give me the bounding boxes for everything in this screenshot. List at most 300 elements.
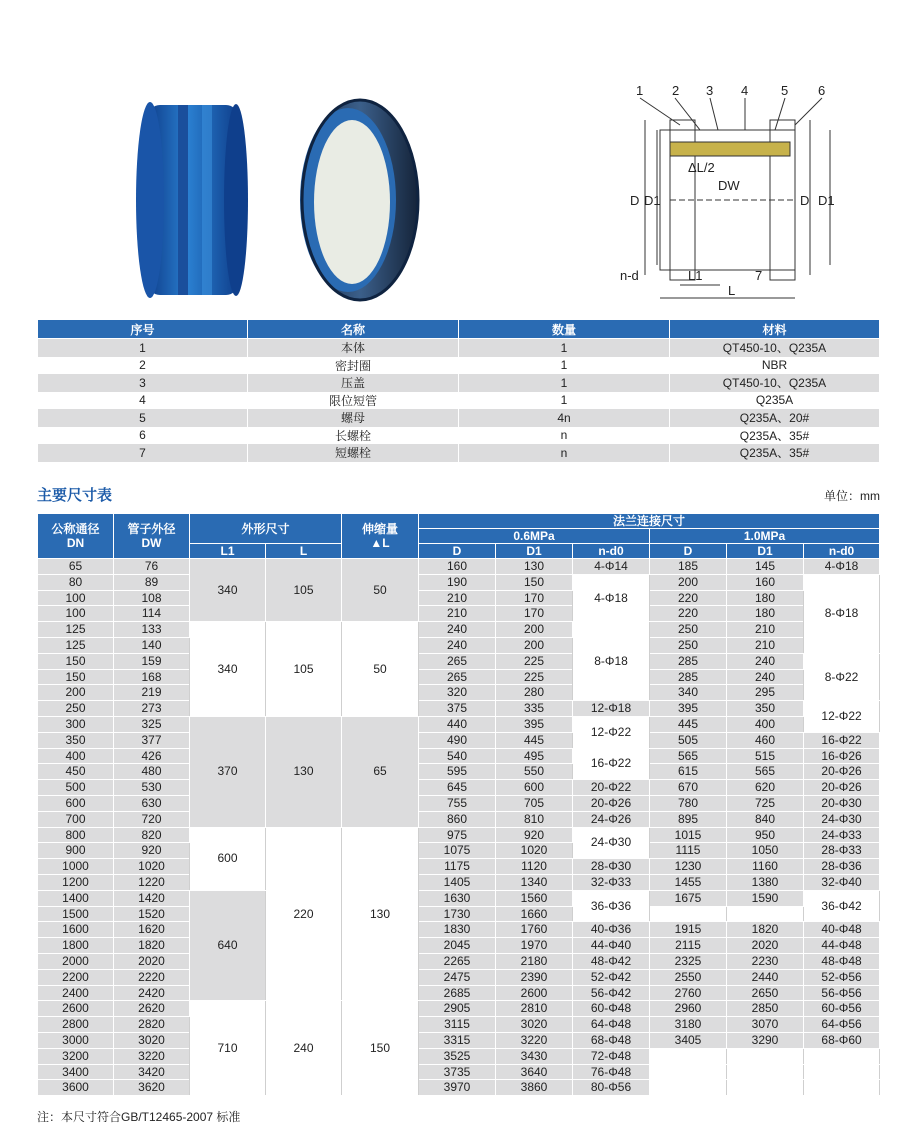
- table-row: [38, 969, 880, 985]
- p2-d1-cell: [727, 1064, 804, 1080]
- dw-cell: 3420: [114, 1064, 190, 1080]
- part-index: 3: [38, 374, 248, 392]
- p1-nd0-cell: 20-Φ26: [573, 795, 650, 811]
- table-row: [38, 764, 880, 780]
- p1-d-cell: 3970: [419, 1080, 496, 1096]
- p1-d1-cell: 3640: [496, 1064, 573, 1080]
- dw-cell: 1220: [114, 874, 190, 890]
- l-cell: 240: [266, 1001, 342, 1096]
- p1-d1-cell: 1560: [496, 890, 573, 906]
- part-qty: n: [459, 427, 670, 445]
- section-title: 主要尺寸表: [37, 487, 113, 504]
- dw-cell: 1620: [114, 922, 190, 938]
- dim-d-right: D: [800, 193, 810, 208]
- p1-d-cell: 265: [419, 669, 496, 685]
- p2-d1-cell: 350: [727, 701, 804, 717]
- p2-d-cell: 505: [650, 732, 727, 748]
- p2-d1-cell: 1380: [727, 874, 804, 890]
- p2-d1-cell: 1820: [727, 922, 804, 938]
- product-photos: [120, 90, 450, 305]
- header-qty: 数量: [459, 320, 670, 339]
- dw-cell: 2420: [114, 985, 190, 1001]
- callout-6: 6: [818, 83, 826, 98]
- p2-d1-cell: 210: [727, 622, 804, 638]
- dw-cell: 1820: [114, 938, 190, 954]
- p2-nd0-cell: 8-Φ18: [804, 574, 880, 653]
- p2-d1-cell: 460: [727, 732, 804, 748]
- dw-cell: 76: [114, 559, 190, 575]
- p1-d-cell: 645: [419, 780, 496, 796]
- p2-nd0-cell: [804, 1064, 880, 1080]
- p1-d1-cell: 2810: [496, 1001, 573, 1017]
- p1-d1-cell: 495: [496, 748, 573, 764]
- dim-l1: L1: [688, 268, 703, 283]
- part-qty: n: [459, 444, 670, 462]
- p1-d-cell: 210: [419, 590, 496, 606]
- table-row: [38, 427, 880, 445]
- p2-nd0-cell: 36-Φ42: [804, 890, 880, 922]
- p1-d1-cell: 200: [496, 637, 573, 653]
- dn-cell: 1000: [38, 859, 114, 875]
- p1-d1-cell: 705: [496, 795, 573, 811]
- dw-cell: 325: [114, 716, 190, 732]
- table-row: [38, 374, 880, 392]
- p1-d-cell: 595: [419, 764, 496, 780]
- p1-nd0-cell: 24-Φ30: [573, 827, 650, 859]
- p2-d1-cell: 1160: [727, 859, 804, 875]
- p2-d-cell: 200: [650, 574, 727, 590]
- dn-cell: 1600: [38, 922, 114, 938]
- footnote: 注：本尺寸符合GB/T12465-2007 标准: [37, 1110, 241, 1124]
- part-qty: 4n: [459, 409, 670, 427]
- table-row: [38, 985, 880, 1001]
- header-p2-d1: D1: [727, 544, 804, 559]
- header-stroke: 伸缩量 ▲L: [342, 514, 419, 559]
- p1-d1-cell: 550: [496, 764, 573, 780]
- p1-d-cell: 1830: [419, 922, 496, 938]
- p2-d1-cell: 210: [727, 637, 804, 653]
- p2-d1-cell: 3070: [727, 1017, 804, 1033]
- p2-d1-cell: 400: [727, 716, 804, 732]
- dn-cell: 450: [38, 764, 114, 780]
- p1-nd0-cell: 44-Φ40: [573, 938, 650, 954]
- dn-cell: 700: [38, 811, 114, 827]
- p2-nd0-cell: 4-Φ18: [804, 559, 880, 575]
- dn-cell: 2400: [38, 985, 114, 1001]
- p2-nd0-cell: 40-Φ48: [804, 922, 880, 938]
- p1-nd0-cell: 4-Φ14: [573, 559, 650, 575]
- dim-dw: DW: [718, 178, 740, 193]
- p1-d1-cell: 2600: [496, 985, 573, 1001]
- dn-cell: 125: [38, 637, 114, 653]
- table-row: [38, 1017, 880, 1033]
- p2-d-cell: 445: [650, 716, 727, 732]
- dim-d1-right: D1: [818, 193, 835, 208]
- p2-d1-cell: 620: [727, 780, 804, 796]
- table-row: [38, 1064, 880, 1080]
- p1-d1-cell: 2390: [496, 969, 573, 985]
- p1-nd0-cell: 52-Φ42: [573, 969, 650, 985]
- dn-cell: 300: [38, 716, 114, 732]
- dw-cell: 168: [114, 669, 190, 685]
- table-row: [38, 795, 880, 811]
- p2-nd0-cell: 16-Φ22: [804, 732, 880, 748]
- p1-d-cell: 755: [419, 795, 496, 811]
- l-cell: 130: [266, 716, 342, 827]
- dw-cell: 920: [114, 843, 190, 859]
- part-name: 本体: [248, 339, 459, 357]
- p2-d1-cell: 565: [727, 764, 804, 780]
- dn-cell: 250: [38, 701, 114, 717]
- header-p2-d: D: [650, 544, 727, 559]
- p1-d-cell: 210: [419, 606, 496, 622]
- p1-d1-cell: 920: [496, 827, 573, 843]
- p1-d1-cell: 1120: [496, 859, 573, 875]
- table-row: [38, 859, 880, 875]
- l1-cell: 600: [190, 827, 266, 890]
- callout-1: 1: [636, 83, 644, 98]
- stroke-cell: 50: [342, 559, 419, 622]
- p1-d-cell: 1630: [419, 890, 496, 906]
- p1-nd0-cell: 12-Φ22: [573, 716, 650, 748]
- p2-nd0-cell: 68-Φ60: [804, 1032, 880, 1048]
- table-row: [38, 1001, 880, 1017]
- p1-nd0-cell: 36-Φ36: [573, 890, 650, 922]
- dw-cell: 3220: [114, 1048, 190, 1064]
- dn-cell: 1400: [38, 890, 114, 906]
- p2-d-cell: 220: [650, 590, 727, 606]
- dn-cell: 3400: [38, 1064, 114, 1080]
- p1-d1-cell: 3020: [496, 1017, 573, 1033]
- dimensions-body: [38, 559, 880, 1096]
- p2-d-cell: [650, 1064, 727, 1080]
- table-row: [38, 1048, 880, 1064]
- p2-d-cell: 895: [650, 811, 727, 827]
- p2-d-cell: 670: [650, 780, 727, 796]
- dn-cell: 900: [38, 843, 114, 859]
- dim-l: L: [728, 283, 736, 298]
- table-row: [38, 606, 880, 622]
- table-row: [38, 843, 880, 859]
- table-row: [38, 938, 880, 954]
- part-index: 1: [38, 339, 248, 357]
- joint-photo-open: [300, 100, 418, 300]
- p1-d1-cell: 2180: [496, 953, 573, 969]
- header-l1: L1: [190, 544, 266, 559]
- header-dw: 管子外径 DW: [114, 514, 190, 559]
- p1-d-cell: 3115: [419, 1017, 496, 1033]
- p1-nd0-cell: 40-Φ36: [573, 922, 650, 938]
- p1-d1-cell: 3430: [496, 1048, 573, 1064]
- p2-nd0-cell: 20-Φ30: [804, 795, 880, 811]
- p2-d-cell: 2760: [650, 985, 727, 1001]
- p2-d-cell: 1915: [650, 922, 727, 938]
- dn-cell: 350: [38, 732, 114, 748]
- p2-d1-cell: 160: [727, 574, 804, 590]
- l1-cell: 370: [190, 716, 266, 827]
- part-name: 限位短管: [248, 392, 459, 410]
- table-row: [38, 444, 880, 462]
- dw-cell: 219: [114, 685, 190, 701]
- dw-cell: 3020: [114, 1032, 190, 1048]
- dw-cell: 480: [114, 764, 190, 780]
- dw-cell: 2220: [114, 969, 190, 985]
- dw-cell: 2820: [114, 1017, 190, 1033]
- header-p2-nd0: n-d0: [804, 544, 880, 559]
- dn-cell: 125: [38, 622, 114, 638]
- dn-cell: 2000: [38, 953, 114, 969]
- p2-d-cell: 615: [650, 764, 727, 780]
- dim-n-d: n-d: [620, 268, 639, 283]
- dw-cell: 1520: [114, 906, 190, 922]
- header-name: 名称: [248, 320, 459, 339]
- p1-d-cell: 1405: [419, 874, 496, 890]
- dn-cell: 1500: [38, 906, 114, 922]
- p2-nd0-cell: [804, 1080, 880, 1096]
- p1-d1-cell: 395: [496, 716, 573, 732]
- stroke-cell: 65: [342, 716, 419, 827]
- table-row: [38, 669, 880, 685]
- joint-photo-front: [136, 102, 248, 298]
- dn-cell: 100: [38, 590, 114, 606]
- table-row: [38, 748, 880, 764]
- p1-d-cell: 2685: [419, 985, 496, 1001]
- dw-cell: 273: [114, 701, 190, 717]
- dn-cell: 400: [38, 748, 114, 764]
- stroke-cell: 150: [342, 1001, 419, 1096]
- callout-2: 2: [672, 83, 680, 98]
- p1-d-cell: 375: [419, 701, 496, 717]
- dn-cell: 200: [38, 685, 114, 701]
- p1-nd0-cell: 56-Φ42: [573, 985, 650, 1001]
- callout-3: 3: [706, 83, 714, 98]
- p2-d-cell: 340: [650, 685, 727, 701]
- table-row: [38, 827, 880, 843]
- table-row: [38, 559, 880, 575]
- table-row: [38, 590, 880, 606]
- p2-d1-cell: 3290: [727, 1032, 804, 1048]
- p2-nd0-cell: 52-Φ56: [804, 969, 880, 985]
- p2-d1-cell: [727, 906, 804, 922]
- p1-d1-cell: 150: [496, 574, 573, 590]
- callout-7: 7: [755, 268, 763, 283]
- dn-cell: 100: [38, 606, 114, 622]
- p1-d1-cell: 1970: [496, 938, 573, 954]
- dn-cell: 3000: [38, 1032, 114, 1048]
- dw-cell: 2020: [114, 953, 190, 969]
- table-row: [38, 357, 880, 375]
- header-flange: 法兰连接尺寸: [419, 514, 880, 529]
- p2-d1-cell: 180: [727, 590, 804, 606]
- table-row: [38, 716, 880, 732]
- p1-nd0-cell: 32-Φ33: [573, 874, 650, 890]
- p1-d1-cell: 1340: [496, 874, 573, 890]
- p2-nd0-cell: 20-Φ26: [804, 764, 880, 780]
- p2-d-cell: 1015: [650, 827, 727, 843]
- p1-nd0-cell: 48-Φ42: [573, 953, 650, 969]
- p1-d-cell: 975: [419, 827, 496, 843]
- p2-d-cell: 220: [650, 606, 727, 622]
- part-material: Q235A、35#: [670, 427, 880, 445]
- dw-cell: 1420: [114, 890, 190, 906]
- dw-cell: 426: [114, 748, 190, 764]
- p1-d1-cell: 810: [496, 811, 573, 827]
- p1-d-cell: 240: [419, 637, 496, 653]
- header-p1-nd0: n-d0: [573, 544, 650, 559]
- p2-d-cell: 2325: [650, 953, 727, 969]
- p2-d1-cell: 2650: [727, 985, 804, 1001]
- part-qty: 1: [459, 392, 670, 410]
- table-row: [38, 922, 880, 938]
- dn-cell: 800: [38, 827, 114, 843]
- parts-header-row: [38, 320, 880, 339]
- dn-cell: 150: [38, 669, 114, 685]
- dw-cell: 377: [114, 732, 190, 748]
- p2-d-cell: 2960: [650, 1001, 727, 1017]
- dn-cell: 3600: [38, 1080, 114, 1096]
- p1-d1-cell: 225: [496, 653, 573, 669]
- p1-d-cell: 1075: [419, 843, 496, 859]
- p1-d-cell: 440: [419, 716, 496, 732]
- part-material: Q235A、20#: [670, 409, 880, 427]
- header-outer-size: 外形尺寸: [190, 514, 342, 544]
- p1-d-cell: 190: [419, 574, 496, 590]
- p2-d-cell: 250: [650, 622, 727, 638]
- p2-d-cell: 395: [650, 701, 727, 717]
- part-name: 长螺栓: [248, 427, 459, 445]
- p1-nd0-cell: 28-Φ30: [573, 859, 650, 875]
- p1-d1-cell: 600: [496, 780, 573, 796]
- p2-nd0-cell: 8-Φ22: [804, 653, 880, 700]
- part-qty: 1: [459, 357, 670, 375]
- p1-d1-cell: 200: [496, 622, 573, 638]
- p1-d1-cell: 170: [496, 606, 573, 622]
- l1-cell: 710: [190, 1001, 266, 1096]
- callout-5: 5: [781, 83, 789, 98]
- p2-d1-cell: 2230: [727, 953, 804, 969]
- part-material: QT450-10、Q235A: [670, 374, 880, 392]
- table-row: [38, 409, 880, 427]
- p2-d-cell: 1455: [650, 874, 727, 890]
- callout-4: 4: [741, 83, 749, 98]
- part-name: 短螺栓: [248, 444, 459, 462]
- p1-d-cell: 490: [419, 732, 496, 748]
- parts-table: [37, 319, 880, 462]
- p1-d-cell: 3525: [419, 1048, 496, 1064]
- header-pressure-06: 0.6MPa: [419, 529, 650, 544]
- p2-d-cell: 1675: [650, 890, 727, 906]
- p1-nd0-cell: 76-Φ48: [573, 1064, 650, 1080]
- dw-cell: 630: [114, 795, 190, 811]
- p2-d-cell: [650, 1080, 727, 1096]
- dn-cell: 2600: [38, 1001, 114, 1017]
- table-row: [38, 732, 880, 748]
- p2-nd0-cell: 44-Φ48: [804, 938, 880, 954]
- table-row: [38, 392, 880, 410]
- dn-cell: 150: [38, 653, 114, 669]
- p1-d-cell: 2905: [419, 1001, 496, 1017]
- p2-d-cell: 285: [650, 653, 727, 669]
- p2-d-cell: 780: [650, 795, 727, 811]
- p2-d1-cell: 240: [727, 653, 804, 669]
- p2-d-cell: 2550: [650, 969, 727, 985]
- p2-d-cell: 565: [650, 748, 727, 764]
- p1-nd0-cell: 68-Φ48: [573, 1032, 650, 1048]
- p2-nd0-cell: 20-Φ26: [804, 780, 880, 796]
- dn-cell: 500: [38, 780, 114, 796]
- p1-nd0-cell: 64-Φ48: [573, 1017, 650, 1033]
- p2-d1-cell: 515: [727, 748, 804, 764]
- dimensions-table: [37, 513, 880, 1096]
- table-row: [38, 953, 880, 969]
- header-material: 材料: [670, 320, 880, 339]
- p2-nd0-cell: 60-Φ56: [804, 1001, 880, 1017]
- p1-d-cell: 2045: [419, 938, 496, 954]
- p1-nd0-cell: 20-Φ22: [573, 780, 650, 796]
- p2-nd0-cell: 12-Φ22: [804, 701, 880, 733]
- p2-d1-cell: 2440: [727, 969, 804, 985]
- dn-cell: 3200: [38, 1048, 114, 1064]
- dn-cell: 2800: [38, 1017, 114, 1033]
- dn-cell: 80: [38, 574, 114, 590]
- dw-cell: 720: [114, 811, 190, 827]
- p1-d-cell: 240: [419, 622, 496, 638]
- p2-nd0-cell: [804, 1048, 880, 1064]
- p2-nd0-cell: 28-Φ36: [804, 859, 880, 875]
- p1-nd0-cell: 12-Φ18: [573, 701, 650, 717]
- header-p1-d1: D1: [496, 544, 573, 559]
- p2-d-cell: 1230: [650, 859, 727, 875]
- p1-nd0-cell: 4-Φ18: [573, 574, 650, 621]
- p1-d1-cell: 3860: [496, 1080, 573, 1096]
- part-material: Q235A: [670, 392, 880, 410]
- dw-cell: 133: [114, 622, 190, 638]
- p1-d-cell: 3315: [419, 1032, 496, 1048]
- stroke-cell: 130: [342, 827, 419, 1001]
- dw-cell: 3620: [114, 1080, 190, 1096]
- p2-d1-cell: 180: [727, 606, 804, 622]
- technical-drawing: [600, 80, 850, 305]
- p2-nd0-cell: 16-Φ26: [804, 748, 880, 764]
- part-name: 密封圈: [248, 357, 459, 375]
- p1-d1-cell: 1660: [496, 906, 573, 922]
- p1-d-cell: 160: [419, 559, 496, 575]
- part-index: 6: [38, 427, 248, 445]
- dw-cell: 108: [114, 590, 190, 606]
- part-name: 压盖: [248, 374, 459, 392]
- p2-d1-cell: 1050: [727, 843, 804, 859]
- p2-d-cell: 1115: [650, 843, 727, 859]
- p2-d1-cell: 295: [727, 685, 804, 701]
- p2-d-cell: [650, 906, 727, 922]
- p2-d1-cell: 2850: [727, 1001, 804, 1017]
- dn-cell: 1200: [38, 874, 114, 890]
- p2-d-cell: 3180: [650, 1017, 727, 1033]
- l-cell: 220: [266, 827, 342, 1001]
- p2-nd0-cell: 24-Φ33: [804, 827, 880, 843]
- p1-nd0-cell: 60-Φ48: [573, 1001, 650, 1017]
- dw-cell: 89: [114, 574, 190, 590]
- header-p1-d: D: [419, 544, 496, 559]
- p2-d-cell: 250: [650, 637, 727, 653]
- table-row: [38, 906, 880, 922]
- part-qty: 1: [459, 374, 670, 392]
- table-row: [38, 780, 880, 796]
- header-l: L: [266, 544, 342, 559]
- dn-cell: 1800: [38, 938, 114, 954]
- l1-cell: 340: [190, 559, 266, 622]
- p1-d1-cell: 335: [496, 701, 573, 717]
